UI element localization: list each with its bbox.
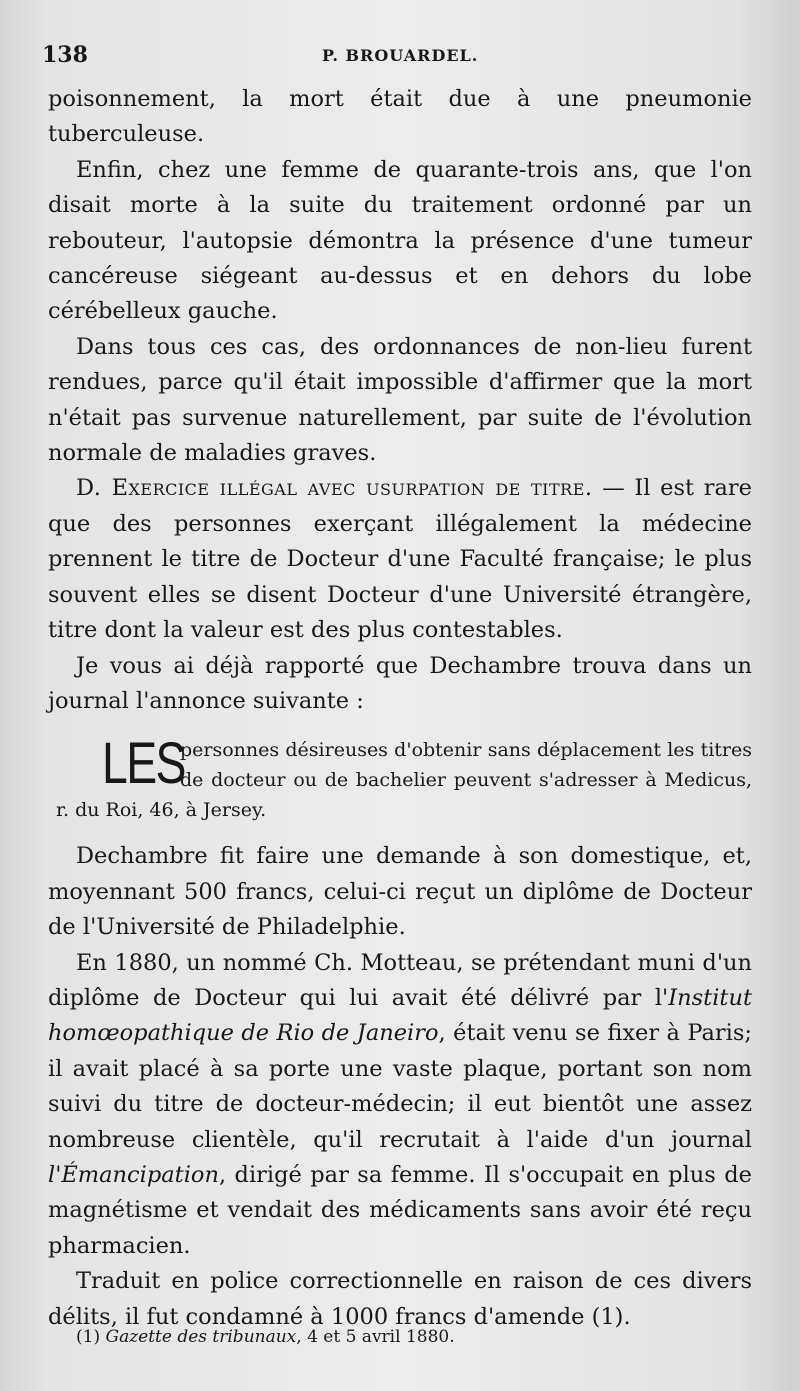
- motteau-text-c: , dirigé par sa femme. Il s'occupait en plus de magnétisme et vendait des médicaments sans avoir été reçu pharmacien.: [48, 1161, 752, 1259]
- paragraph-autopsy: Enfin, chez une femme de quarante-trois ans, que l'on disait morte à la suite du traitement ordonné par un rebouteur, l'autopsie démontra la présence d'une tumeur cancéreuse siégeant au-dessus et en dehors du lobe cérébelleux gauche.: [48, 156, 752, 325]
- motteau-text-a: En 1880, un nommé Ch. Motteau, se prétendant muni d'un diplôme de Docteur qui lui avait été délivré par l': [48, 949, 752, 1011]
- section-d-text: — Il est rare que des personnes exerçant illégalement la médecine prennent le titre de Docteur d'une Faculté française; le plus souvent elles se disent Docteur d'une Université étrangère, titre dont la valeur est des plus contestables.: [48, 475, 752, 644]
- paragraph-motteau: [48, 946, 752, 1265]
- running-head: P. BROUARDEL.: [322, 46, 479, 65]
- paragraph-dechambre-intro: Je vous ai déjà rapporté que Dechambre trouva dans un journal l'annonce suivante :: [48, 652, 752, 714]
- page-header: [42, 42, 750, 74]
- footnote-marker: (1): [76, 1327, 106, 1347]
- paragraph-diploma: Dechambre fit faire une demande à son domestique, et, moyennant 500 francs, celui-ci reçut un diplôme de Docteur de l'Université de Philadelphie.: [48, 843, 752, 941]
- advertisement-dropcap: LES: [102, 731, 185, 797]
- advertisement-quote: [48, 731, 752, 825]
- journal-name: l'Émancipation: [48, 1161, 219, 1188]
- paragraph-non-lieu: Dans tous ces cas, des ordonnances de non-lieu furent rendues, parce qu'il était impossible d'affirmer que la mort n'était pas survenue naturellement, par suite de l'évolution normale de maladies graves.: [48, 333, 752, 467]
- paragraph-section-d: [48, 471, 752, 648]
- footnote-date: , 4 et 5 avril 1880.: [296, 1327, 455, 1347]
- footnote: [76, 1325, 455, 1349]
- advertisement-text: personnes désireuses d'obtenir sans déplacement les titres de docteur ou de bachelier peuvent s'adresser à Medicus, r. du Roi, 46, à Jersey.: [56, 739, 752, 822]
- motteau-text-b: , était venu se fixer à Paris; il avait placé à sa porte une vaste plaque, portant son nom suivi du titre de docteur-médecin; il eut bientôt une assez nombreuse clientèle, qu'il recrutait à l'aide d'un journal: [48, 1020, 753, 1153]
- page-number: 138: [42, 42, 88, 68]
- paragraph-sentence: Traduit en police correctionnelle en raison de ces divers délits, il fut condamné à 1000 francs d'amende (1).: [48, 1268, 752, 1330]
- body-text: [48, 82, 752, 1335]
- section-heading: D. Exercice illégal avec usurpation de titre.: [76, 475, 593, 502]
- paragraph-continued: poisonnement, la mort était due à une pneumonie tuberculeuse.: [48, 86, 752, 148]
- footnote-source: Gazette des tribunaux: [105, 1327, 297, 1347]
- institute-name: Institut homœopathique de Rio de Janeiro: [48, 984, 752, 1047]
